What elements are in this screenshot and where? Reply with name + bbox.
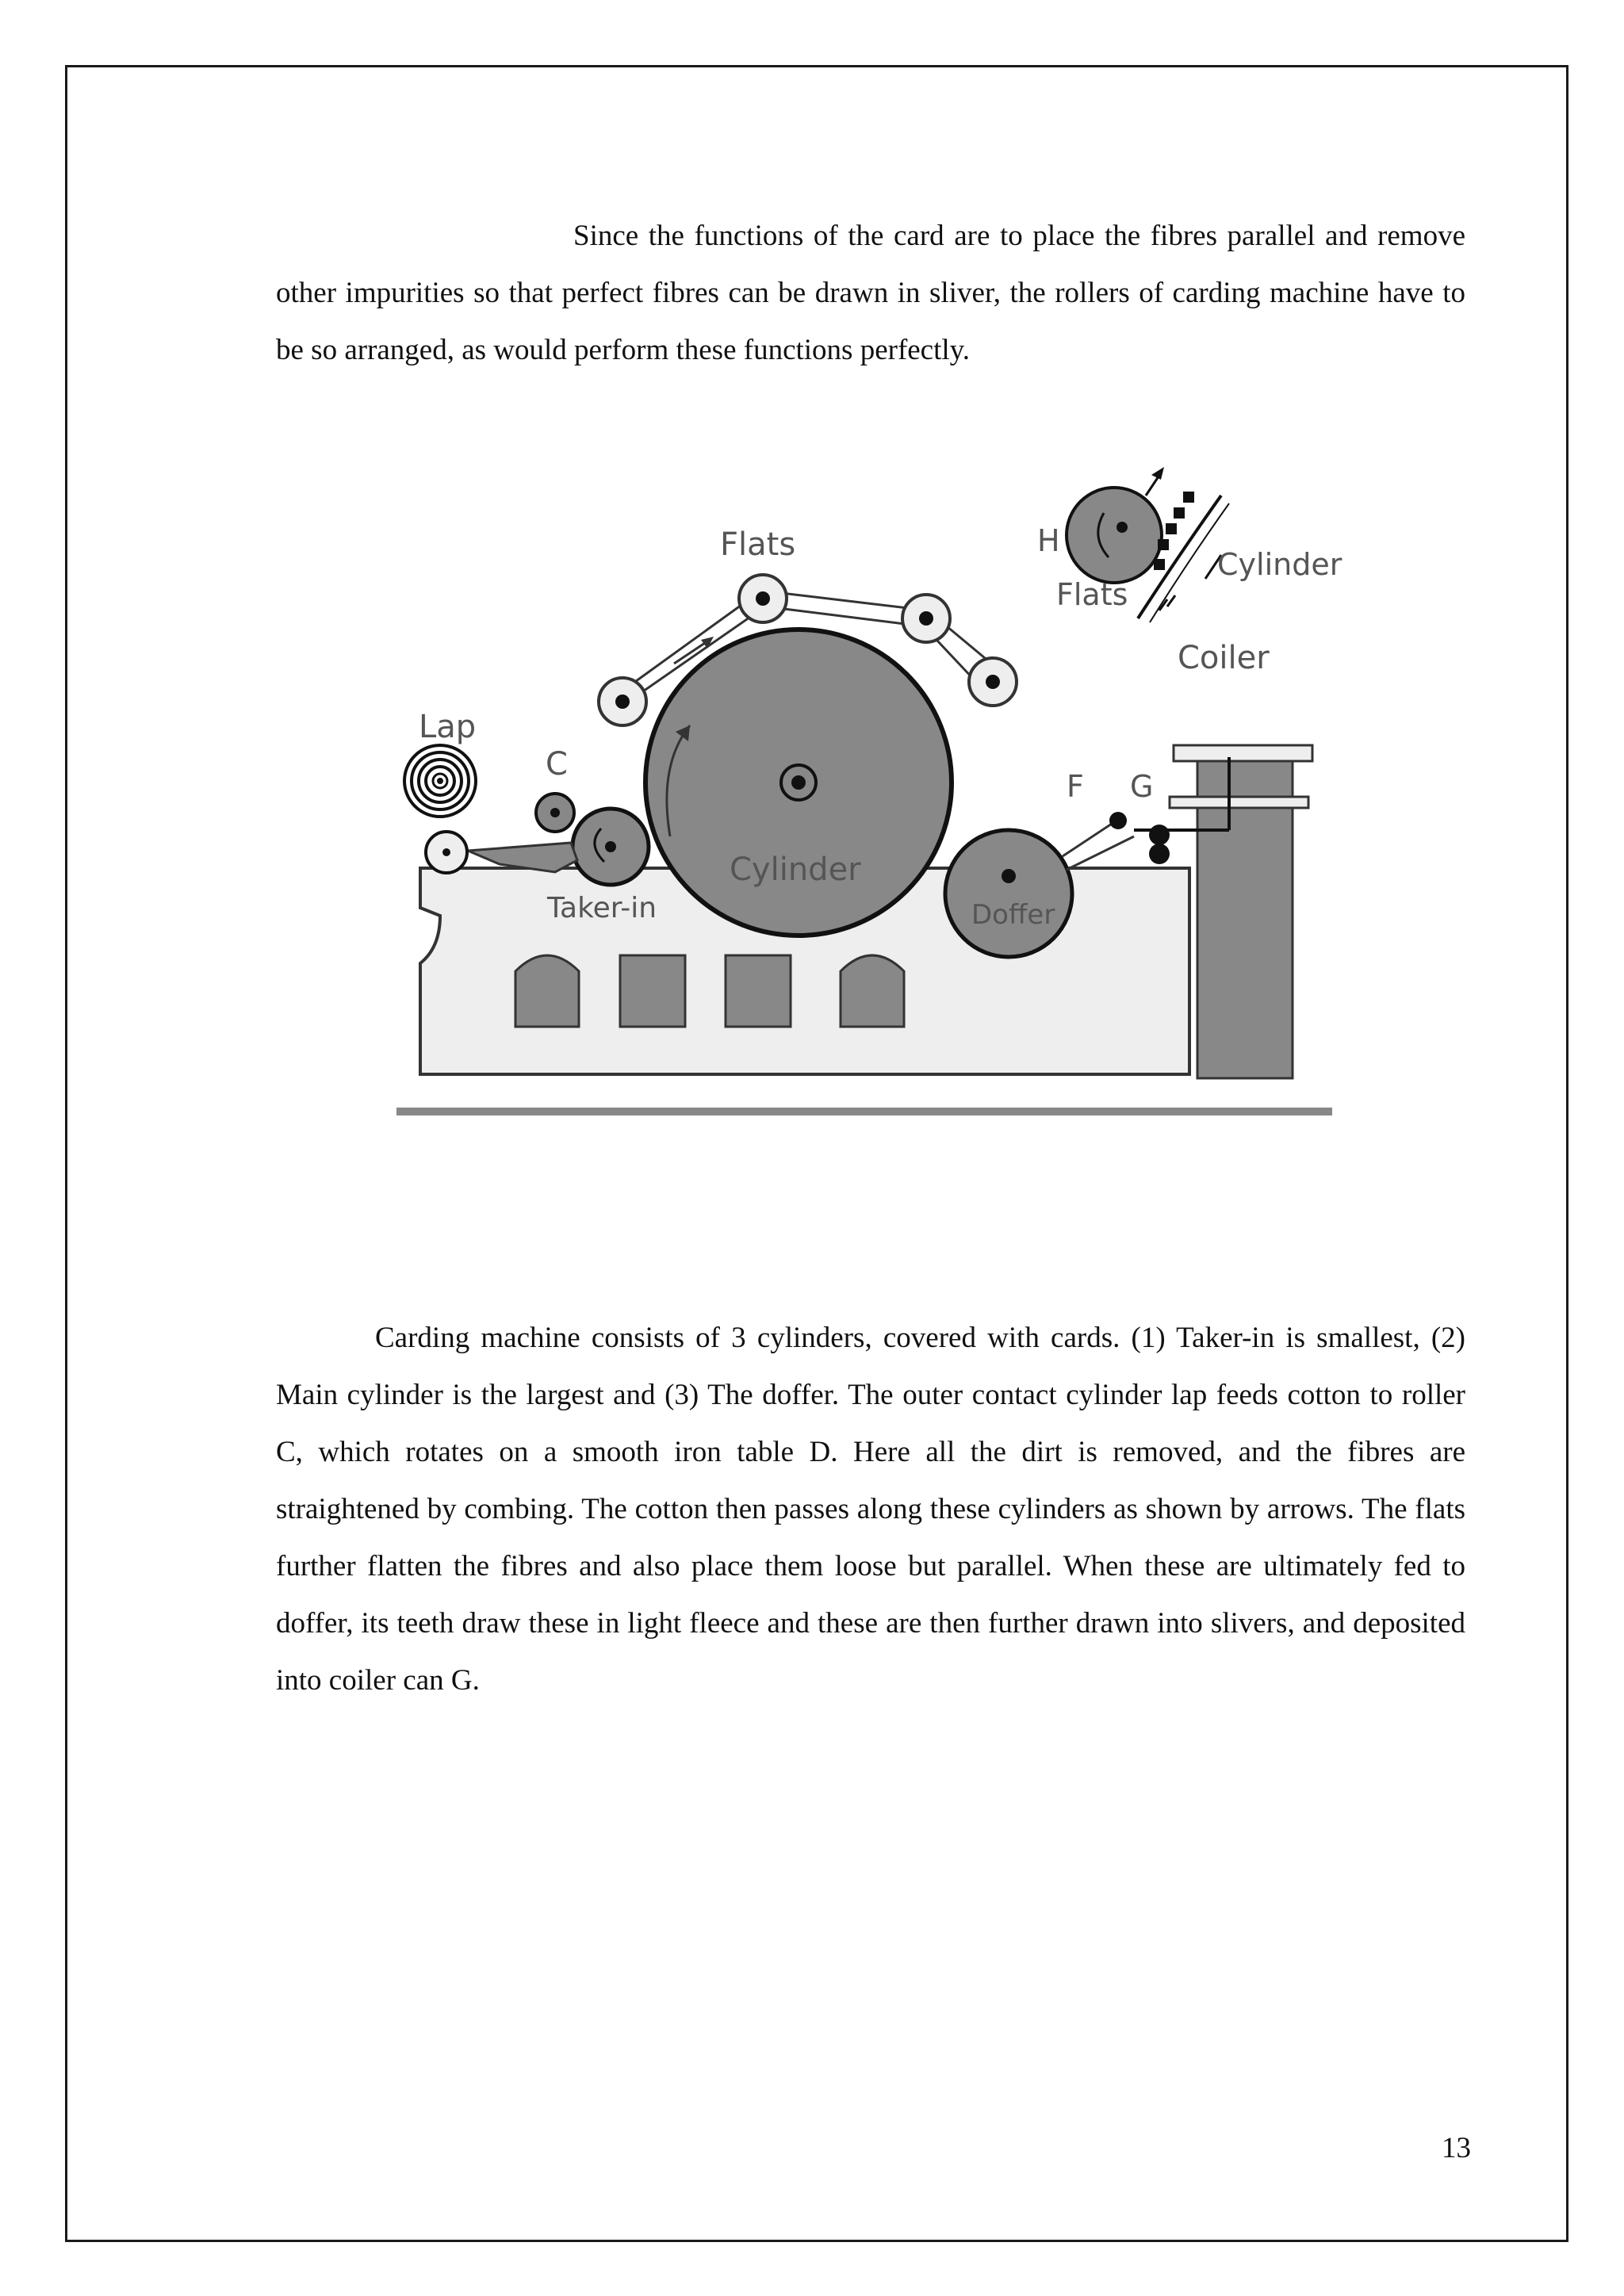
doffer: [945, 830, 1072, 957]
inset-flat-1: [1158, 539, 1169, 550]
roller-g-top: [1149, 825, 1170, 845]
roller-f: [1109, 812, 1127, 829]
inset-flats-arrowhead: [1151, 467, 1164, 480]
lap-feed-roller-axle: [442, 848, 450, 856]
inset-flat-4: [1183, 492, 1194, 503]
coiler-plate: [1170, 797, 1308, 808]
label-lap: Lap: [419, 709, 477, 745]
flats-roller-1-axle: [615, 695, 630, 709]
flats-roller-3-axle: [919, 611, 933, 626]
paragraph-description: Carding machine consists of 3 cylinders, covered with cards. (1) Taker-in is smallest, (2) Main cylinder is the largest and (3) The doffer. The outer contact cylinder lap feeds cotton to roller C, which rotates on a smooth iron table D. Here all the dirt is removed, and the fibres are straightened by combing. The cotton then passes along these cylinders as shown by arrows. The flats further flatten the fibres and also place them loose but parallel. When these are ultimately fed to doffer, its teeth draw these in light fleece and these are then further drawn into slivers, and deposited into coiler can G.: [276, 1322, 1465, 1697]
label-g: G: [1130, 769, 1154, 804]
label-flats-inset: Flats: [1056, 577, 1128, 612]
flats-roller-4-axle: [986, 675, 1000, 689]
inset-h-axle: [1116, 522, 1128, 533]
doffer-axle: [1002, 869, 1016, 883]
inset-flat-3: [1174, 507, 1185, 519]
inset-h-roller: [1067, 488, 1162, 583]
web-line-2: [1067, 836, 1134, 870]
inset-flat-5: [1154, 559, 1165, 570]
page-number: 13: [1442, 2132, 1471, 2164]
main-cylinder-axle: [791, 775, 806, 790]
label-h: H: [1037, 523, 1060, 558]
inset-mark-1: [1167, 595, 1175, 607]
frame-arch-right: [841, 955, 904, 1027]
label-cylinder-inset: Cylinder: [1217, 547, 1342, 582]
inset-flat-2: [1166, 523, 1177, 534]
frame-block-1: [620, 955, 685, 1027]
label-doffer: Doffer: [971, 899, 1055, 931]
label-cylinder: Cylinder: [730, 851, 861, 888]
carding-machine-figure: [396, 464, 1348, 1134]
coiler-top: [1174, 745, 1312, 761]
label-coiler: Coiler: [1178, 640, 1270, 676]
carding-machine-diagram: [396, 464, 1348, 1134]
base-line: [396, 1108, 1332, 1115]
frame-block-2: [726, 955, 791, 1027]
label-f: F: [1067, 769, 1084, 804]
label-taker-in: Taker-in: [547, 892, 657, 924]
roller-c-axle: [550, 808, 560, 817]
taker-in-axle: [605, 841, 616, 852]
label-flats: Flats: [720, 526, 796, 563]
paragraph-intro: Since the functions of the card are to place the fibres parallel and remove other impurities so that perfect fibres can be drawn in sliver, the rollers of carding machine have to be so arranged, as would perform these functions perfectly.: [276, 220, 1465, 366]
flats-roller-2-axle: [756, 591, 770, 606]
label-c: C: [546, 746, 568, 783]
lap-roll-core: [437, 778, 443, 784]
page-border: [65, 65, 1568, 2242]
roller-g-bottom: [1149, 844, 1170, 864]
frame-arch-left: [515, 955, 579, 1027]
